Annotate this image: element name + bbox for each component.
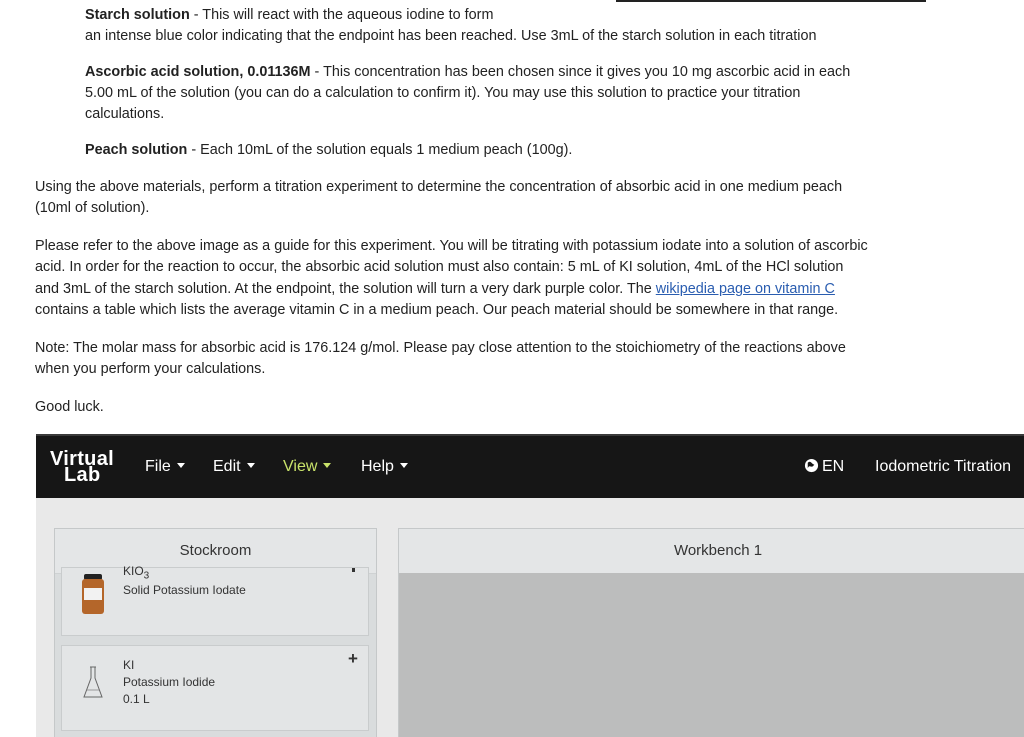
peach-line: Peach solution - Each 10mL of the solution equals 1 medium peach (100g). bbox=[85, 142, 573, 158]
virtual-lab-logo[interactable]: Virtual Lab bbox=[50, 448, 114, 486]
para2-line1: Please refer to the above image as a guide for this experiment. You will be titrating with potassium iodate into a solution of ascorbic bbox=[35, 238, 868, 254]
help-menu[interactable]: Help bbox=[361, 458, 408, 476]
view-menu[interactable]: View bbox=[283, 458, 331, 476]
caret-down-icon bbox=[400, 463, 408, 468]
caret-down-icon bbox=[247, 463, 255, 468]
para2-line2: acid. In order for the reaction to occur, the absorbic acid solution must also contain: 5 mL of KI solution, 4mL of the HCl solution bbox=[35, 259, 844, 275]
starch-line1: Starch solution - This will react with the aqueous iodine to form bbox=[85, 7, 494, 23]
divider bbox=[616, 0, 926, 2]
ascorbic-line2: 5.00 mL of the solution (you can do a calculation to confirm it). You may use this solution to practice your titration bbox=[85, 85, 801, 101]
reagent-jar-icon bbox=[82, 574, 104, 614]
para1-line1: Using the above materials, perform a titration experiment to determine the concentration of absorbic acid in one medium peach bbox=[35, 179, 843, 195]
closing-text: Good luck. bbox=[35, 399, 104, 415]
globe-icon bbox=[804, 458, 819, 473]
workbench-area[interactable] bbox=[399, 573, 1024, 737]
edit-menu[interactable]: Edit bbox=[213, 458, 255, 476]
language-selector[interactable]: EN bbox=[804, 458, 844, 476]
workbench-panel bbox=[398, 528, 1024, 737]
stock-item-kio3[interactable] bbox=[61, 564, 369, 636]
ascorbic-line3: calculations. bbox=[85, 106, 165, 122]
caret-down-icon bbox=[177, 463, 185, 468]
workbench-title[interactable]: Workbench 1 bbox=[399, 529, 1024, 574]
ascorbic-line1: Ascorbic acid solution, 0.01136M - This concentration has been chosen since it gives you 10 mg ascorbic acid in each bbox=[85, 64, 851, 80]
para1-line2: (10ml of solution). bbox=[35, 200, 150, 216]
para2-line4: contains a table which lists the average vitamin C in a medium peach. Our peach material should be somewhere in that range. bbox=[35, 302, 839, 318]
caret-down-icon bbox=[323, 463, 331, 468]
wikipedia-vitamin-c-link[interactable]: wikipedia page on vitamin C bbox=[655, 281, 835, 297]
para2-line3: and 3mL of the starch solution. At the endpoint, the solution will turn a very dark purple color. The wikipedia page on vitamin C bbox=[35, 281, 835, 297]
stockroom-panel bbox=[54, 528, 377, 737]
item-formula: $KIO_3$ bbox=[123, 564, 150, 582]
virtual-lab-app bbox=[36, 434, 1024, 737]
ascorbic-title: Ascorbic acid solution, 0.01136M bbox=[85, 64, 311, 80]
starch-title: Starch solution bbox=[85, 7, 190, 23]
scroll-indicator bbox=[352, 568, 355, 572]
item-name: Solid Potassium Iodate bbox=[123, 583, 246, 597]
stock-item-ki[interactable] bbox=[61, 645, 369, 731]
navbar bbox=[36, 434, 1024, 498]
item-name: Potassium Iodide bbox=[123, 675, 216, 689]
note-line2: when you perform your calculations. bbox=[35, 361, 266, 377]
item-formula: KI bbox=[123, 658, 135, 672]
peach-title: Peach solution bbox=[85, 142, 188, 158]
note-line1: Note: The molar mass for absorbic acid is 176.124 g/mol. Please pay close attention to the stoichiometry of the reactions above bbox=[35, 340, 846, 356]
stockroom-title: Stockroom bbox=[55, 529, 376, 574]
item-volume: 0.1 L bbox=[123, 692, 150, 706]
file-menu[interactable]: File bbox=[145, 458, 185, 476]
add-item-button[interactable]: + bbox=[348, 649, 358, 668]
app-title: Iodometric Titration bbox=[875, 458, 1012, 475]
flask-icon bbox=[82, 666, 104, 700]
starch-line2: an intense blue color indicating that the endpoint has been reached. Use 3mL of the starch solution in each titration bbox=[85, 28, 817, 44]
